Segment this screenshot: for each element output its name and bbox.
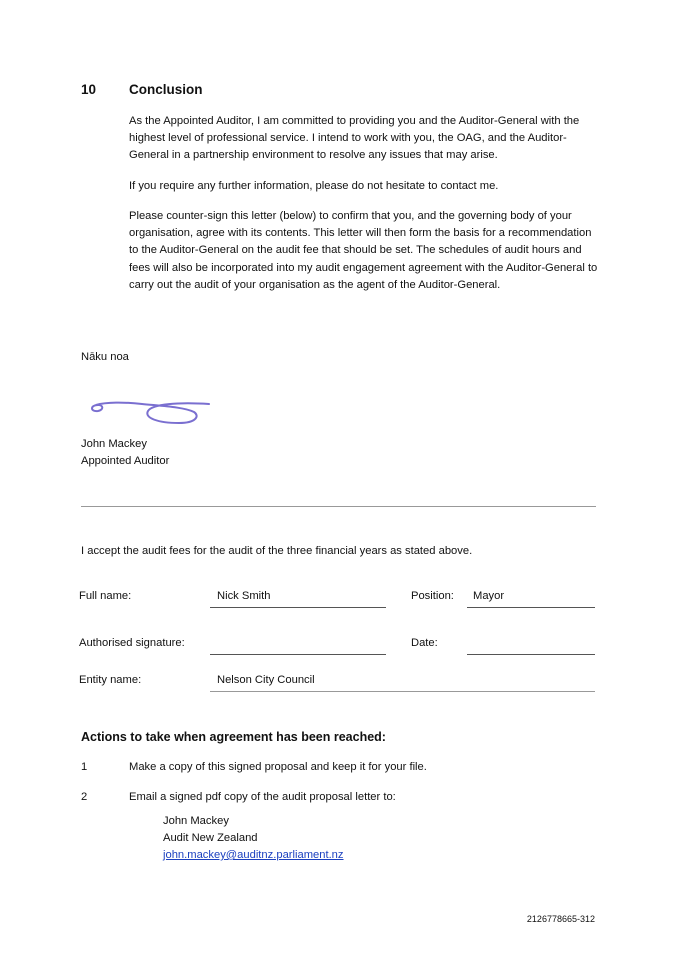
paragraph-contact: If you require any further information, please do not hesitate to contact me. — [129, 180, 499, 192]
full-name-value[interactable]: Nick Smith — [217, 590, 271, 602]
paragraph-commitment: As the Appointed Auditor, I am committed to providing you and the Auditor-General with the highest level of professional service. I intend to work with you, the OAG, and the Auditor-General in a partnership environment to resolve any issues that may arise. — [129, 115, 580, 162]
contact-name: John Mackey — [163, 815, 229, 827]
acceptance-statement: I accept the audit fees for the audit of the three financial years as stated above. — [81, 545, 473, 557]
section-number: 10 — [81, 82, 97, 97]
position-value[interactable]: Mayor — [473, 590, 505, 602]
entity-label: Entity name: — [79, 674, 142, 686]
date-label: Date: — [411, 637, 438, 649]
full-name-field[interactable] — [210, 607, 386, 608]
entity-value[interactable]: Nelson City Council — [217, 674, 315, 686]
signature-field[interactable] — [210, 654, 386, 655]
actions-title: Actions to take when agreement has been reached: — [81, 730, 386, 744]
auditor-name: John Mackey — [81, 438, 147, 450]
paragraph-counter-sign: Please counter-sign this letter (below) to confirm that you, and the governing body of your organisation, agree with its contents. This letter will then form the basis for a recommendation to the Auditor-General on the audit fee that should be set. The schedules of audit hours and fees will also be incorporated into my audit engagement agreement with the Auditor-General to carry out the audit of your organisation as the agent of the Auditor-General. — [129, 210, 598, 291]
date-field[interactable] — [467, 654, 595, 655]
contact-email-link[interactable]: john.mackey@auditnz.parliament.nz — [163, 849, 344, 861]
entity-field[interactable] — [210, 691, 595, 692]
full-name-label: Full name: — [79, 590, 132, 602]
divider — [81, 506, 596, 507]
document-id: 2126778665-312 — [526, 914, 595, 924]
signature-label: Authorised signature: — [79, 637, 185, 649]
action-text-2: Email a signed pdf copy of the audit proposal letter to: — [129, 791, 396, 803]
signature-image — [84, 393, 219, 425]
action-text-1: Make a copy of this signed proposal and keep it for your file. — [129, 761, 427, 773]
action-number-1: 1 — [81, 761, 88, 773]
section-title: Conclusion — [129, 82, 203, 97]
contact-org: Audit New Zealand — [163, 832, 258, 844]
position-label: Position: — [411, 590, 454, 602]
action-number-2: 2 — [81, 791, 88, 803]
position-field[interactable] — [467, 607, 595, 608]
auditor-role: Appointed Auditor — [81, 455, 170, 467]
closing-text: Nāku noa — [81, 351, 129, 363]
